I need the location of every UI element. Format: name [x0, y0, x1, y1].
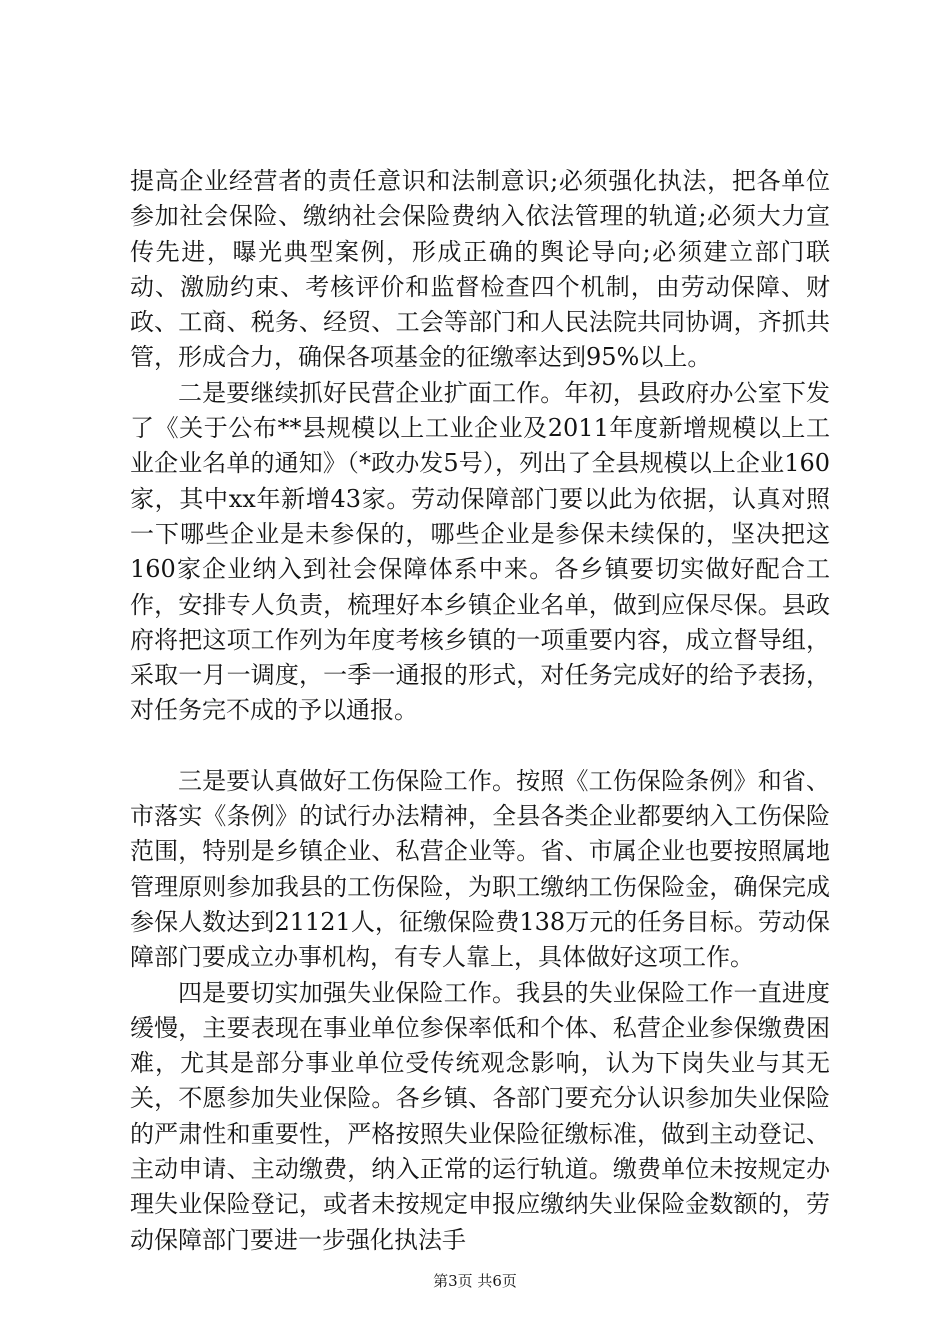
paragraph-item-two: 二是要继续抓好民营企业扩面工作。年初，县政府办公室下发了《关于公布**县规模以上工业企业及2011年度新增规模以上工业企业名单的通知》（*政办发5号），列出了全县规模以上企业160家，其中xx年新增43家。劳动保障部门要以此为依据，认真对照一下哪些企业是未参保的，哪些企业是参保未续保的，坚决把这160家企业纳入到社会保障体系中来。各乡镇要切实做好配合工作，安排专人负责，梳理好本乡镇企业名单，做到应保尽保。县政府将把这项工作列为年度考核乡镇的一项重要内容，成立督导组，采取一月一调度，一季一通报的形式，对任务完成好的给予表扬，对任务完不成的予以通报。: [130, 378, 830, 725]
page-number-footer: 第3页 共6页: [433, 1272, 517, 1290]
document-body: [130, 164, 830, 1258]
paragraph-continuation: 提高企业经营者的责任意识和法制意识;必须强化执法，把各单位参加社会保险、缴纳社会保险费纳入依法管理的轨道;必须大力宣传先进，曝光典型案例，形成正确的舆论导向;必须建立部门联动、激励约束、考核评价和监督检查四个机制，由劳动保障、财政、工商、税务、经贸、工会等部门和人民法院共同协调，齐抓共管，形成合力，确保各项基金的征缴率达到95%以上。: [130, 167, 830, 372]
paragraph-item-four: 四是要切实加强失业保险工作。我县的失业保险工作一直进度缓慢，主要表现在事业单位参保率低和个体、私营企业参保缴费困难，尤其是部分事业单位受传统观念影响，认为下岗失业与其无关，不愿参加失业保险。各乡镇、各部门要充分认识参加失业保险的严肃性和重要性，严格按照失业保险征缴标准，做到主动登记、主动申请、主动缴费，纳入正常的运行轨道。缴费单位未按规定办理失业保险登记，或者未按规定申报应缴纳失业保险金数额的，劳动保障部门要进一步强化执法手: [130, 978, 830, 1254]
paragraph-item-three: 三是要认真做好工伤保险工作。按照《工伤保险条例》和省、市落实《条例》的试行办法精神，全县各类企业都要纳入工伤保险范围，特别是乡镇企业、私营企业等。省、市属企业也要按照属地管理原则参加我县的工伤保险，为职工缴纳工伤保险金，确保完成参保人数达到21121人，征缴保险费138万元的任务目标。劳动保障部门要成立办事机构，有专人靠上，具体做好这项工作。: [130, 766, 830, 972]
